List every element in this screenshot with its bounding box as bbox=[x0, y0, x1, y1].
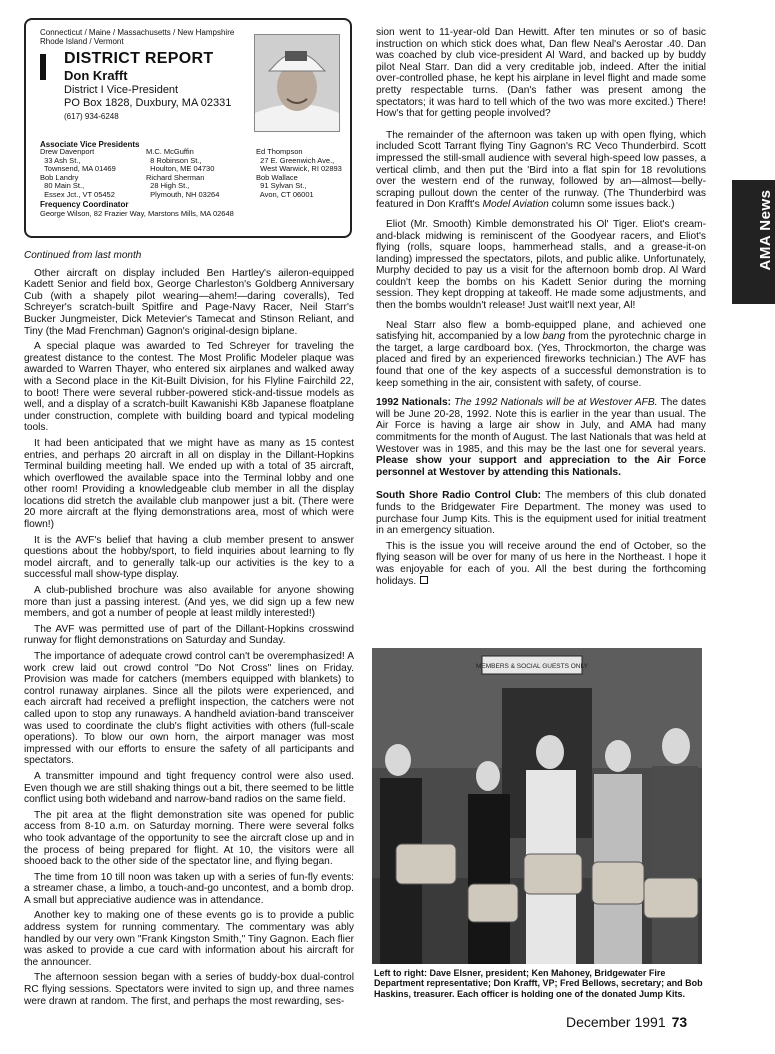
end-mark-icon bbox=[420, 576, 428, 584]
avp-column-3: Ed Thompson 27 E. Greenwich Ave., West Warwick, RI 02893 Bob Wallace 91 Sylvan St., Avon, CT 06001 bbox=[256, 147, 342, 199]
paragraph: A club-published brochure was also available for anyone showing more than just a passing interest. (And yes, we did sign up a few new members, and got a number of people at least mildly interested!) bbox=[24, 585, 354, 620]
paragraph: The afternoon session began with a series of buddy-box dual-control RC flying sessions. Spectators were invited to sign up, and three names were drawn at random. The first, and perhaps the most rewarding, ses- bbox=[24, 972, 354, 1007]
page-number: 73 bbox=[671, 1014, 688, 1030]
fc-text: George Wilson, 82 Frazier Way, Marstons Mills, MA 02648 bbox=[40, 209, 234, 218]
paragraph: Eliot (Mr. Smooth) Kimble demonstrated his Ol' Tiger. Eliot's cream-and-black midwing is reminiscent of the Goodyear racers, and Eliot's flying (rolls, square loops, hammerhead stalls, and a grease-it-on landing) impressed the spectators, pilots, and public alike. Unfortunately, Murphy decided to pay us a visit for the afternoon bomb drop. Al Ward couldn't keep the bombs on his Kadett Senior during the morning session. They kept dropping at takeoff. He made some adjustments, and then the bombs wouldn't release! Just wait'll next year, Al! bbox=[376, 218, 706, 312]
vp-role: District I Vice-President bbox=[64, 84, 179, 96]
paragraph: A special plaque was awarded to Ted Schreyer for traveling the greatest distance to the contest. The Most Prolific Modeler plaque was awarded to Warren Thayer, who entered six airplanes and walked away with a Second place in the Kit-Built Division, for his Flyline Fairchild 22, to boot! There were several rubber-powered stick-and-tissue models as well, and a display of a scratch-built Kawanishi K8b Japanese floatplane under construction, complete with building board and typical modeling tools. bbox=[24, 341, 354, 434]
continued-note: Continued from last month bbox=[24, 250, 142, 261]
photo-caption: Left to right: Dave Elsner, president; Ken Mahoney, Bridgewater Fire Department representative; Don Krafft, VP; Fred Bellows, secretary; and Bob Haskins, treasurer. Each officer is holding one of the donated Jump Kits. bbox=[374, 968, 703, 999]
title-bar-mark bbox=[40, 54, 46, 80]
vp-name: Don Krafft bbox=[64, 68, 128, 83]
paragraph: Another key to making one of these events go is to provide a public address system for running commentary. The commentary was ably handled by our very own "Frank Kingston Smith," Tiny Gagnon. Each flier was asked to provide a cue card with information about his aircraft for the announcer. bbox=[24, 910, 355, 968]
right-column bbox=[376, 27, 706, 591]
paragraph: Neal Starr also flew a bomb-equipped plane, and achieved one satisfying hit, accompanied by a low bang from the pyrotechnic charge in the target, a large cardboard box. (Yes, Throckmorton, the charge was placed and fired by an experienced fireworks technician.) The AVF has found that one of the key aspects of a successful demonstration is to keep something in the air, consistent with safety, of course. bbox=[376, 319, 706, 389]
paragraph: A transmitter impound and tight frequency control were also used. Even though we are still shaking things out a bit, there seemed to be little conflict using both wideband and narrow-band radios on the same field. bbox=[24, 770, 354, 806]
states-list: Connecticut / Maine / Massachusetts / New Hampshire Rhode Island / Vermont bbox=[40, 28, 235, 46]
paragraph: It had been anticipated that we might have as many as 15 contest entries, and perhaps 20 aircraft in all on display in the Dillant-Hopkins Terminal building meeting hall. We ended up with a total of 35 aircraft, which overflowed the available space into the Terminal lobby and one other room! Providing a knowledgeable club member in all the display locations did stretch the available club manpower just a bit. (There were 20 more aircraft at the flying demonstrations area, most of which were flown!) bbox=[24, 437, 354, 531]
paragraph: The AVF was permitted use of part of the Dillant-Hopkins crosswind runway for flight demonstrations on Saturday and Sunday. bbox=[24, 623, 354, 647]
south-shore-paragraph: South Shore Radio Control Club: The members of this club donated funds to the Bridgewater Fire Department. The money was used to purchase four Jump Kits. This is the equipment used for initial treatment in an emergency situation. bbox=[376, 490, 706, 537]
avp-column-2: M.C. McGuffin 8 Robinson St., Houlton, ME 04730 Richard Sherman 28 High St., Plymouth, NH 03264 bbox=[146, 147, 220, 199]
south-shore-heading: South Shore Radio Control Club: bbox=[376, 490, 542, 502]
group-photo bbox=[372, 648, 702, 964]
issue-date: December 1991 bbox=[566, 1014, 666, 1030]
paragraph: sion went to 11-year-old Dan Hewitt. After ten minutes or so of basic instruction on which stick does what, Dan flew Neal's Aerostar .40. Dan was coached by club vice-president Al Ward, and backed up by buddy pilot Neal Starr. Dan did a very creditable job, indeed. After the initial over-controlled phase, he kept his airplane in level flight and made some pretty respectable turns. (Dan's father was present among the spectators; it was hard to tell which of the two was more excited.) There! How's that for getting people involved? bbox=[376, 27, 706, 120]
vp-phone: (617) 934-6248 bbox=[64, 112, 119, 121]
paragraph: Other aircraft on display included Ben Hartley's aileron-equipped Kadett Senior and field box, George Charleston's Goldberg Anniversary Cub (with a shapely pilot wearing—ahem!—daring coveralls), Ted Schreyer's scratch-built Spitfire and Page-Navy Racer, Neil Starr's Bucker Jungmeister, Dick Metevier's Tamecat and Stinson Reliant, and Tiny (the Mad Frenchman) Gagnon's original-design biplane. bbox=[24, 267, 354, 337]
left-column bbox=[24, 250, 354, 1011]
vp-address: PO Box 1828, Duxbury, MA 02331 bbox=[64, 97, 232, 109]
nationals-paragraph: 1992 Nationals: The 1992 Nationals will be at Westover AFB. The dates will be June 20-28, 1992. Note this is earlier in the year than usual. The Air Force is having a large air show in July, and AMA had many commitments for the month of August. The last Nationals that was held at Westover was in 1985, and this may be the last one for several years. Please show your support and appreciation to the Air Force personnel at Westover by attending this Nationals. bbox=[376, 397, 707, 478]
paragraph: The pit area at the flight demonstration site was opened for public access from 8-10 a.m. on Saturday morning. There were several folks who took advantage of the opportunity to see the aircraft close up and in the process of being prepared for flight. At 10, the visitors were all shooed back to the other side of the spectator line, and flying began. bbox=[24, 809, 354, 868]
district-report-box bbox=[24, 18, 352, 238]
paragraph: The remainder of the afternoon was taken up with open flying, which included Scott Tarrant flying Tiny Gagnon's RC Veco Thunderbird. Scott impressed the still-small audience with several high-speed low passes, a vertical climb, and then put the 'Bird into a flat spin for 18 revolutions over the western end of the runway, followed by an—almost—belly-scraping pullout down the center of the runway. (The Thunderbird was featured in Don Krafft's Model Aviation column some issues back.) bbox=[376, 129, 706, 211]
nationals-heading: 1992 Nationals: bbox=[376, 397, 452, 409]
page-footer bbox=[566, 1014, 687, 1030]
report-title: DISTRICT REPORT bbox=[64, 50, 214, 67]
avp-heading: Associate Vice Presidents bbox=[40, 140, 140, 149]
section-tab: AMA News bbox=[732, 180, 775, 304]
portrait-photo bbox=[254, 34, 340, 132]
fc-heading: Frequency Coordinator bbox=[40, 200, 129, 209]
avp-column-1: Drew Davenport 33 Ash St., Townsend, MA 01469 Bob Landry 80 Main St., Essex Jct., VT 05452 bbox=[40, 147, 116, 199]
photo-sign: MEMBERS & SOCIAL GUESTS ONLY bbox=[476, 663, 588, 670]
paragraph: The time from 10 till noon was taken up with a series of fun-fly events: a streamer chase, a limbo, a touch-and-go uncontest, and a bomb drop. A small but appreciative audience was in attendance. bbox=[24, 871, 354, 906]
paragraph: It is the AVF's belief that having a club member present to answer questions about the hobby/sport, to field inquiries about learning to fly model aircraft, and to generally talk-up our activities is the key to a successful mall show-type display. bbox=[24, 534, 354, 581]
closing-paragraph: This is the issue you will receive around the end of October, so the flying season will be over for many of us here in the Northeast. I hope it was enjoyable for each of you. All the best during the forthcoming holidays. bbox=[376, 540, 706, 587]
paragraph: The importance of adequate crowd control can't be overemphasized! A work crew laid out crowd control "Do Not Cross" lines on Friday. Provision was made for catchers (members equipped with blankets) to control runaway airplanes. Since all the pilots were experienced, and each aircraft had received a preflight inspection, the catchers were not called upon to stop any runaways. A handheld aviation-band transceiver was used to coordinate the club's flight activities with others (full-scale operations). To blow our own horn, the airport manager was most impressed with our efforts to ensure the safety of all participants and spectators. bbox=[24, 651, 354, 767]
